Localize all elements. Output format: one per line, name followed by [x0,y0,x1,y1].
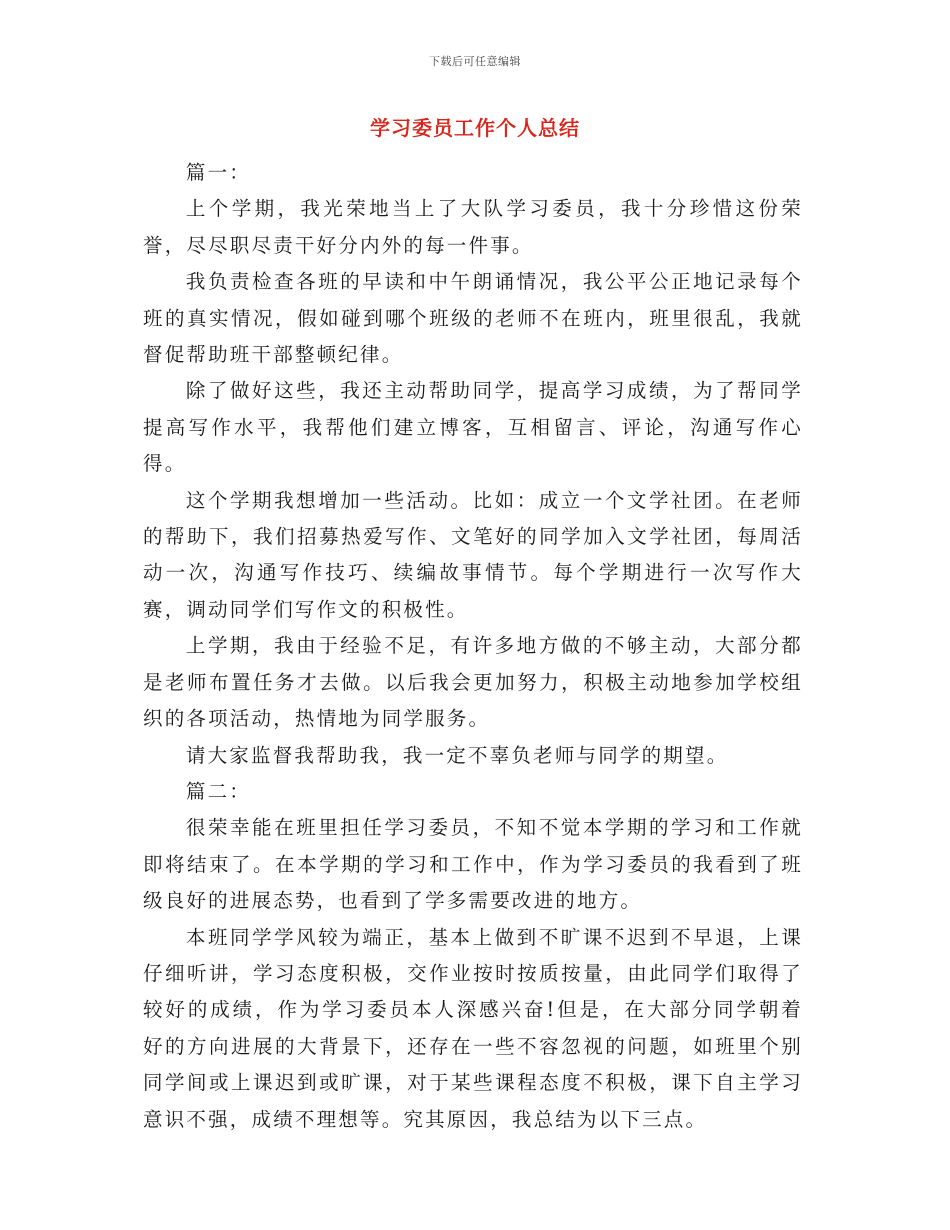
document-body [143,155,803,1138]
paragraph: 我负责检查各班的早读和中午朗诵情况，我公平公正地记录每个班的真实情况，假如碰到哪个班级的老师不在班内，班里很乱，我就督促帮助班干部整顿纪律。 [143,270,803,367]
paragraph: 这个学期我想增加一些活动。比如：成立一个文学社团。在老师的帮助下，我们招募热爱写作、文笔好的同学加入文学社团，每周活动一次，沟通写作技巧、续编故事情节。每个学期进行一次写作大赛，调动同学们写作文的积极性。 [143,488,803,621]
section-heading-1: 篇一： [185,161,251,184]
document-title: 学习委员工作个人总结 [370,116,580,140]
paragraph: 请大家监督我帮助我，我一定不辜负老师与同学的期望。 [185,743,729,767]
header-note: 下载后可任意编辑 [429,55,521,68]
section-heading-2: 篇二： [185,779,251,803]
paragraph: 上学期，我由于经验不足，有许多地方做的不够主动，大部分都是老师布置任务才去做。以后我会更加努力，积极主动地参加学校组织的各项活动，热情地为同学服务。 [143,634,803,731]
paragraph: 除了做好这些，我还主动帮助同学，提高学习成绩，为了帮同学提高写作水平，我帮他们建立博客，互相留言、评论，沟通写作心得。 [143,379,803,476]
paragraph: 本班同学学风较为端正，基本上做到不旷课不迟到不早退，上课仔细听讲，学习态度积极，交作业按时按质按量，由此同学们取得了较好的成绩，作为学习委员本人深感兴奋!但是，在大部分同学朝着好的方向进展的大背景下，还存在一些不容忽视的问题，如班里个别同学间或上课迟到或旷课，对于某些课程态度不积极，课下自主学习意识不强，成绩不理想等。究其原因，我总结为以下三点。 [143,925,803,1131]
paragraph: 上个学期，我光荣地当上了大队学习委员，我十分珍惜这份荣誉，尽尽职尽责干好分内外的每一件事。 [143,197,803,257]
paragraph: 很荣幸能在班里担任学习委员，不知不觉本学期的学习和工作就即将结束了。在本学期的学习和工作中，作为学习委员的我看到了班级良好的进展态势，也看到了学多需要改进的地方。 [143,816,803,913]
